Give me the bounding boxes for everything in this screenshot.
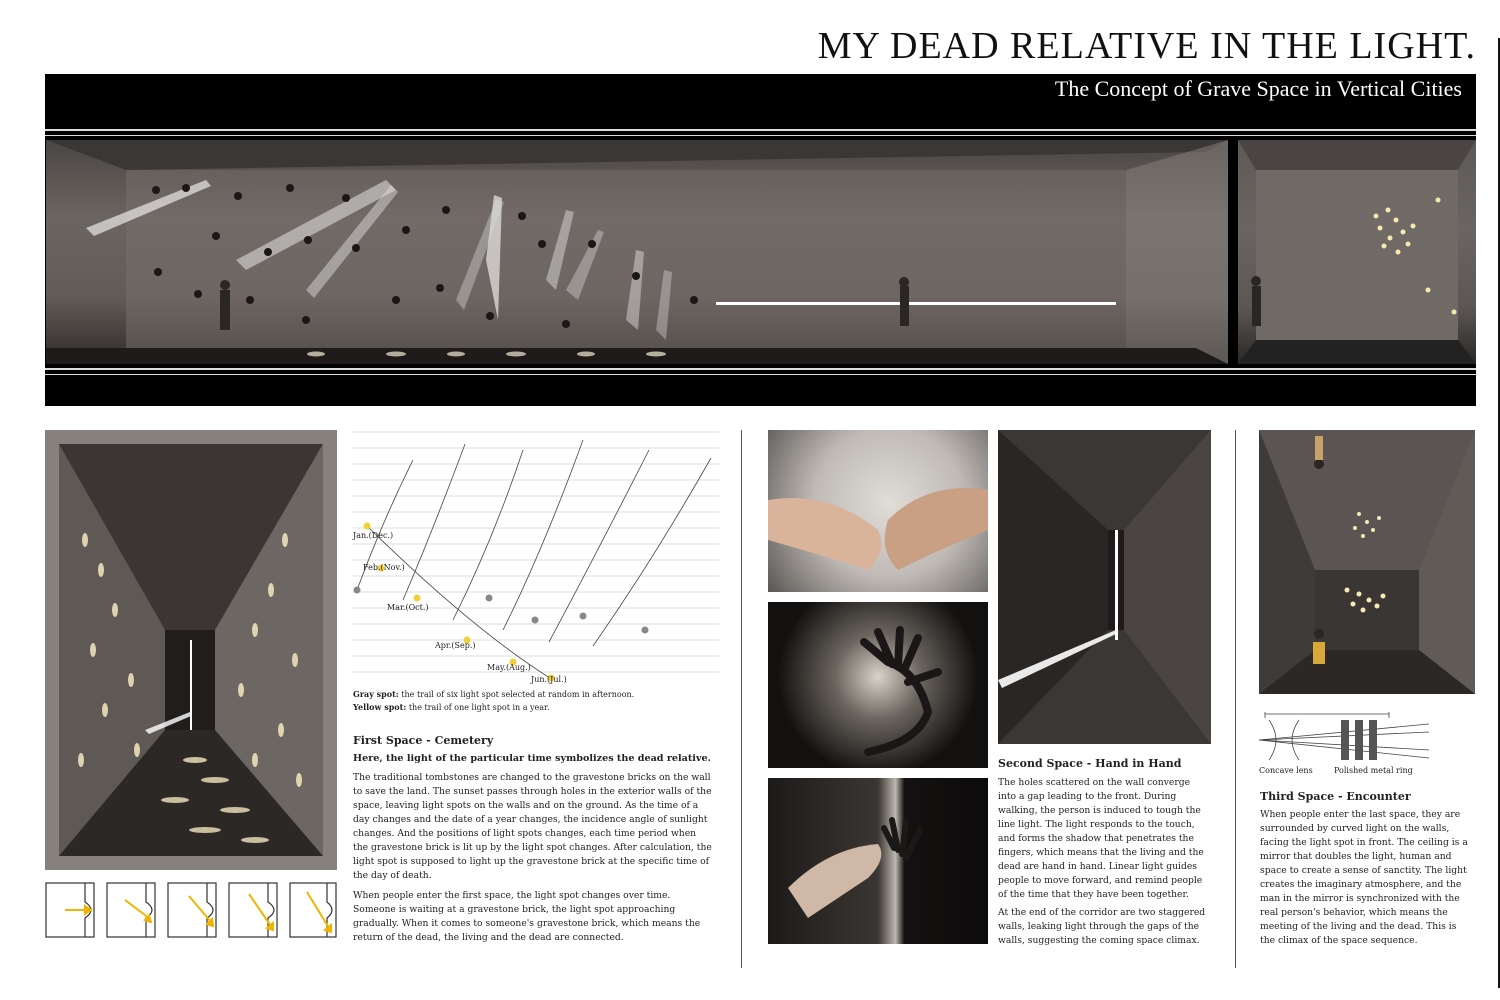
hands-reaching-illustration	[768, 778, 988, 944]
month-label: May.(Aug.)	[487, 663, 531, 672]
hands-holding-illustration	[768, 430, 988, 592]
encounter-mirror-illustration	[1259, 430, 1475, 694]
legend-yellow-label: Yellow spot:	[353, 702, 407, 712]
second-space-para1: The holes scattered on the wall converge into a gap leading to the front. During walking, the person is induced to tough the line light. The light responds to the touch, and forms the shadow that penetrates the fingers, which means that the living and the dead are hand in hand. Linear light guides people to move forward, and remind people of the time that they have been together.	[998, 777, 1204, 900]
corridor-section-render	[46, 140, 1228, 364]
legend-gray-text: the trail of six light spot selected at random in afternoon.	[401, 690, 635, 699]
encounter-render-illustration	[1238, 140, 1476, 364]
hand-on-light-illustration	[768, 602, 988, 768]
encounter-mirror-render	[1259, 430, 1475, 694]
light-spot-step-diagrams	[45, 882, 337, 938]
hand-on-light-photo	[768, 602, 988, 768]
trail-diagram-illustration	[353, 430, 719, 686]
first-space-para2: When people enter the first space, the light spot changes over time. Someone is waiting at a gravestone brick, the light spot approaching gradually. When it comes to someone's gravestone brick, which means the return of the dead, the living and the dead are connected.	[353, 890, 701, 943]
lens-diagram-illustration	[1259, 710, 1429, 766]
month-label: Mar.(Oct.)	[387, 603, 429, 612]
first-space-para1: The traditional tombstones are changed to the gravestone bricks on the wall to save the land. The sunset passes through holes in the exterior walls of the space, leaving light spots on the walls and on the ground. As the time of a day changes and the date of a year changes, the incidence angle of sunlight changes. And the positions of light spots changes, each time period when the gravestone brick is lit up by the light spot changes. After calculation, the light spot is supposed to light up the gravestone brick at the specific time of the day of death.	[353, 772, 712, 881]
page-subtitle: The Concept of Grave Space in Vertical Cities	[1054, 76, 1462, 101]
light-spot-trail-diagram	[353, 430, 719, 686]
line-light-corridor-render	[998, 430, 1211, 744]
encounter-section-render	[1238, 140, 1476, 364]
hands-reaching-photo	[768, 778, 988, 944]
legend-gray	[353, 688, 723, 701]
metal-ring-label: Polished metal ring	[1334, 766, 1413, 775]
band-rule-bottom-thin	[45, 374, 1476, 375]
first-space-lead: Here, the light of the particular time symbolizes the dead relative.	[353, 753, 711, 764]
third-space-para1: When people enter the last space, they are surrounded by curved light on the walls, facing the light spot in front. The ceiling is a mirror that doubles the light, human and space to create a sense of sanctity. The light creates the imaginary atmosphere, and the man in the mirror is synchronized with the real person's behavior, which means the meeting of the living and the dead. This is the climax of the space sequence.	[1260, 809, 1468, 946]
concave-lens-label: Concave lens	[1259, 766, 1313, 775]
cemetery-perspective-illustration	[45, 430, 337, 870]
band-rule-bottom	[45, 368, 1476, 370]
legend-gray-label: Gray spot:	[353, 689, 399, 699]
legend-yellow-text: the trail of one light spot in a year.	[408, 703, 550, 712]
month-label: Apr.(Sep.)	[435, 641, 476, 650]
step-diagrams-illustration	[45, 882, 337, 938]
line-light-corridor-illustration	[998, 430, 1211, 744]
month-label: Feb.(Nov.)	[363, 563, 405, 572]
column-divider	[741, 430, 742, 968]
legend-yellow	[353, 701, 723, 714]
cemetery-perspective-render	[45, 430, 337, 870]
lens-section-diagram	[1259, 710, 1429, 766]
page-title: MY DEAD RELATIVE IN THE LIGHT.	[817, 25, 1476, 67]
third-space-heading: Third Space - Encounter	[1260, 790, 1411, 803]
panel-gap	[1229, 140, 1238, 364]
corridor-render-illustration	[46, 140, 1228, 364]
second-space-para2: At the end of the corridor are two staggered walls, leaking light through the gaps of the walls, suggesting the coming space climax.	[998, 907, 1206, 946]
month-label: Jan.(Dec.)	[353, 531, 394, 540]
column-divider	[1235, 430, 1236, 968]
month-label: Jun.(Jul.)	[531, 675, 567, 684]
band-rule-top-thin	[45, 135, 1476, 136]
hands-holding-photo	[768, 430, 988, 592]
band-rule-top	[45, 129, 1476, 131]
first-space-heading: First Space - Cemetery	[353, 734, 494, 747]
second-space-heading: Second Space - Hand in Hand	[998, 757, 1182, 770]
